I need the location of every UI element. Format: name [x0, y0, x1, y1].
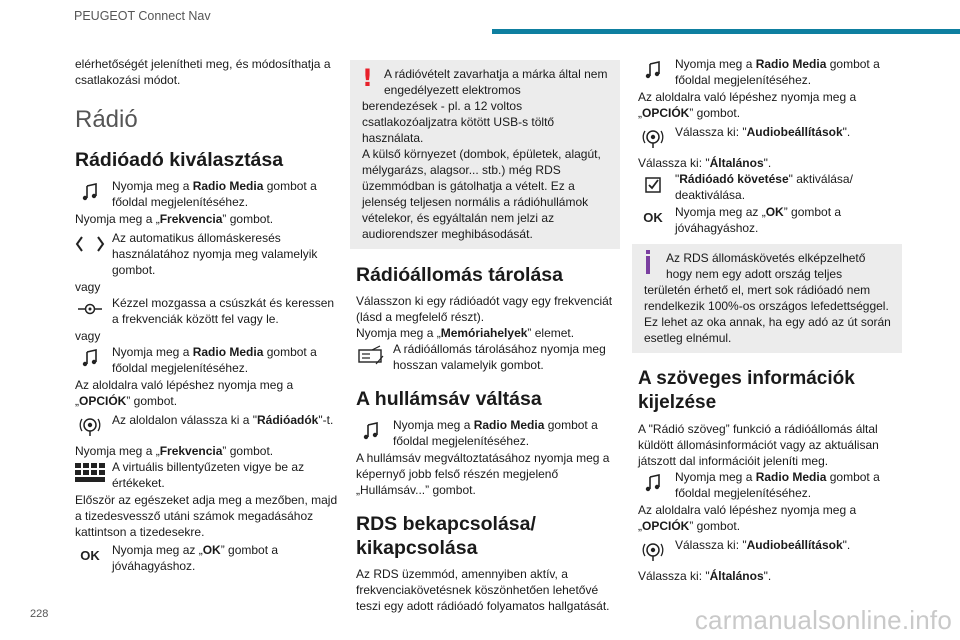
- slider-icon: [75, 298, 105, 320]
- music-note-icon: [638, 472, 668, 494]
- instruction-options: Az aloldalra való lépéshez nyomja meg a „OPCIÓK” gombot.: [638, 90, 857, 120]
- step-text: Nyomja meg a: [112, 179, 193, 193]
- step-virtual-keyboard: A virtuális billentyűzeten vigye be az értékeket.: [75, 459, 340, 491]
- radio-text-description: A "Rádió szöveg” funkció a rádióállomás által küldött állomásinformációt vagy az aktuálisan játszott dal információit jeleníti meg.: [638, 422, 879, 468]
- instruction-general: Válassza ki: "Általános".: [638, 156, 772, 170]
- instruction-options: Az aloldalra való lépéshez nyomja meg a „OPCIÓK” gombot.: [75, 378, 294, 408]
- rds-description: Az RDS üzemmód, amennyiben aktív, a frekvenciakövetésnek köszönhetően lehetővé teszi egy adott rádióadó folyamatos hallgatását.: [356, 567, 610, 613]
- heading-store-station: Rádióállomás tárolása: [356, 264, 563, 286]
- step-radio-media-2: Nyomja meg a Radio Media gombot a főoldal megjelenítéséhez.: [75, 344, 340, 376]
- step-auto-search: [75, 230, 340, 278]
- section-title-radio: Rádió: [75, 106, 138, 133]
- warning-box: [350, 60, 620, 249]
- ok-icon: OK: [643, 210, 663, 225]
- instruction-select-station: Válasszon ki egy rádióadót vagy egy frekvenciát (lásd a megfelelő részt).: [356, 294, 613, 324]
- keyboard-icon: [75, 462, 105, 484]
- instruction-options-2: Az aloldalra való lépéshez nyomja meg a „OPCIÓK” gombot.: [638, 503, 857, 533]
- info-icon: [646, 250, 650, 276]
- warning-text: berendezések - pl. a 12 voltos csatlakozóaljzatra kötött USB-s töltő használata.: [362, 99, 555, 145]
- header-accent-bar: [492, 29, 960, 34]
- step-ok-confirm: OK Nyomja meg az „OK” gombot a jóváhagyáshoz.: [75, 542, 340, 574]
- music-note-icon: [638, 59, 668, 81]
- intro-text: elérhetőségét jelenítheti meg, és módosíthatja a csatlakozási módot.: [75, 57, 331, 87]
- step-long-press: A rádióállomás tárolásához nyomja meg hosszan valamelyik gombot.: [356, 341, 621, 373]
- music-note-icon: [356, 420, 386, 442]
- step-radio-media: [75, 178, 340, 210]
- radio-settings-icon: [638, 540, 668, 562]
- or-text: vagy: [75, 280, 101, 294]
- step-text: Kézzel mozgassa a csúszkát és keressen a frekvenciák között fel vagy le.: [112, 296, 335, 326]
- watermark: carmanualsonline.info: [694, 605, 952, 635]
- running-header: PEUGEOT Connect Nav: [74, 9, 211, 23]
- warning-text: A rádióvételt zavarhatja a márka által nem engedélyezett elektromos: [384, 67, 608, 97]
- step-audio-settings-2: Válassza ki: "Audiobeállítások".: [638, 537, 903, 565]
- ok-icon: OK: [80, 548, 100, 563]
- info-box: [632, 244, 902, 353]
- step-ok-confirm: OK Nyomja meg az „OK” gombot a jóváhagyáshoz.: [638, 204, 903, 236]
- info-text: Az RDS állomáskövetés elképzelhető hogy nem egy adott ország teljes: [666, 251, 866, 281]
- instruction-general-2: Válassza ki: "Általános".: [638, 569, 772, 583]
- instruction-frequency: Nyomja meg a „Frekvencia” gombot.: [75, 212, 274, 226]
- heading-text-info: A szöveges információk kijelzése: [638, 368, 855, 413]
- page-number: 228: [30, 608, 49, 620]
- instruction-presets: Nyomja meg a „Memóriahelyek” elemet.: [356, 326, 575, 340]
- heading-band-change: A hullámsáv váltása: [356, 388, 542, 410]
- column-1: [75, 56, 340, 575]
- step-text-bold: Radio Media: [192, 179, 264, 193]
- instruction-band: A hullámsáv megváltoztatásához nyomja meg a képernyő jobb felső részén megjelenő „Hullámsáv...” gombot.: [356, 451, 610, 497]
- step-select-stations: Az aloldalon válassza ki a "Rádióadók"-t.: [75, 412, 340, 440]
- step-station-follow: "Rádióadó követése" aktiválása/ deaktiválása.: [638, 171, 903, 203]
- warning-text: A külső környezet (dombok, épületek, alagút, mélygarázs, alagsor... stb.) még RDS üzemmódban is gátolhatja a vételt. Ez a jelenség teljesen normális a rádióhullámok vételekor, és egyáltalán nem jelzi az audiorendszer meghibásodását.: [362, 147, 601, 241]
- radio-settings-icon: [638, 127, 668, 149]
- heading-rds-toggle: RDS bekapcsolása/ kikapcsolása: [356, 513, 536, 559]
- checkbox-icon: [638, 174, 668, 196]
- column-2: [356, 56, 621, 614]
- radio-preset-icon: [356, 344, 386, 366]
- step-manual-slider: [75, 295, 340, 327]
- or-text: vagy: [75, 329, 101, 343]
- heading-station-selection: Rádióadó kiválasztása: [75, 149, 284, 171]
- instruction-decimal: Először az egészeket adja meg a mezőben, majd a tizedesvessző utáni számok megadásához kattintson a tizedesekre.: [75, 493, 338, 539]
- step-text: gombot a főoldal megjelenítéséhez.: [112, 179, 317, 209]
- music-note-icon: [75, 181, 105, 203]
- step-text: Az automatikus állomáskeresés használatához nyomja meg valamelyik gombot.: [112, 231, 318, 277]
- step-radio-media-5: Nyomja meg a Radio Media gombot a főoldal megjelenítéséhez.: [638, 469, 903, 501]
- column-3: [638, 56, 903, 584]
- info-text: területén érhető el, mert sok rádióadó nem rendelkezik 100%-os országos lefedettséggel. Ez lehet az oka annak, ha egy adó az út során esetleg elnémul.: [644, 283, 891, 345]
- music-note-icon: [75, 347, 105, 369]
- chevron-left-right-icon: [75, 233, 105, 255]
- instruction-frequency-2: Nyomja meg a „Frekvencia” gombot.: [75, 444, 274, 458]
- step-radio-media-3: Nyomja meg a Radio Media gombot a főoldal megjelenítéséhez.: [356, 417, 621, 449]
- step-audio-settings: Válassza ki: "Audiobeállítások".: [638, 124, 903, 152]
- step-radio-media-4: Nyomja meg a Radio Media gombot a főoldal megjelenítéséhez.: [638, 56, 903, 88]
- warning-icon: !: [362, 64, 373, 92]
- radio-settings-icon: [75, 415, 105, 437]
